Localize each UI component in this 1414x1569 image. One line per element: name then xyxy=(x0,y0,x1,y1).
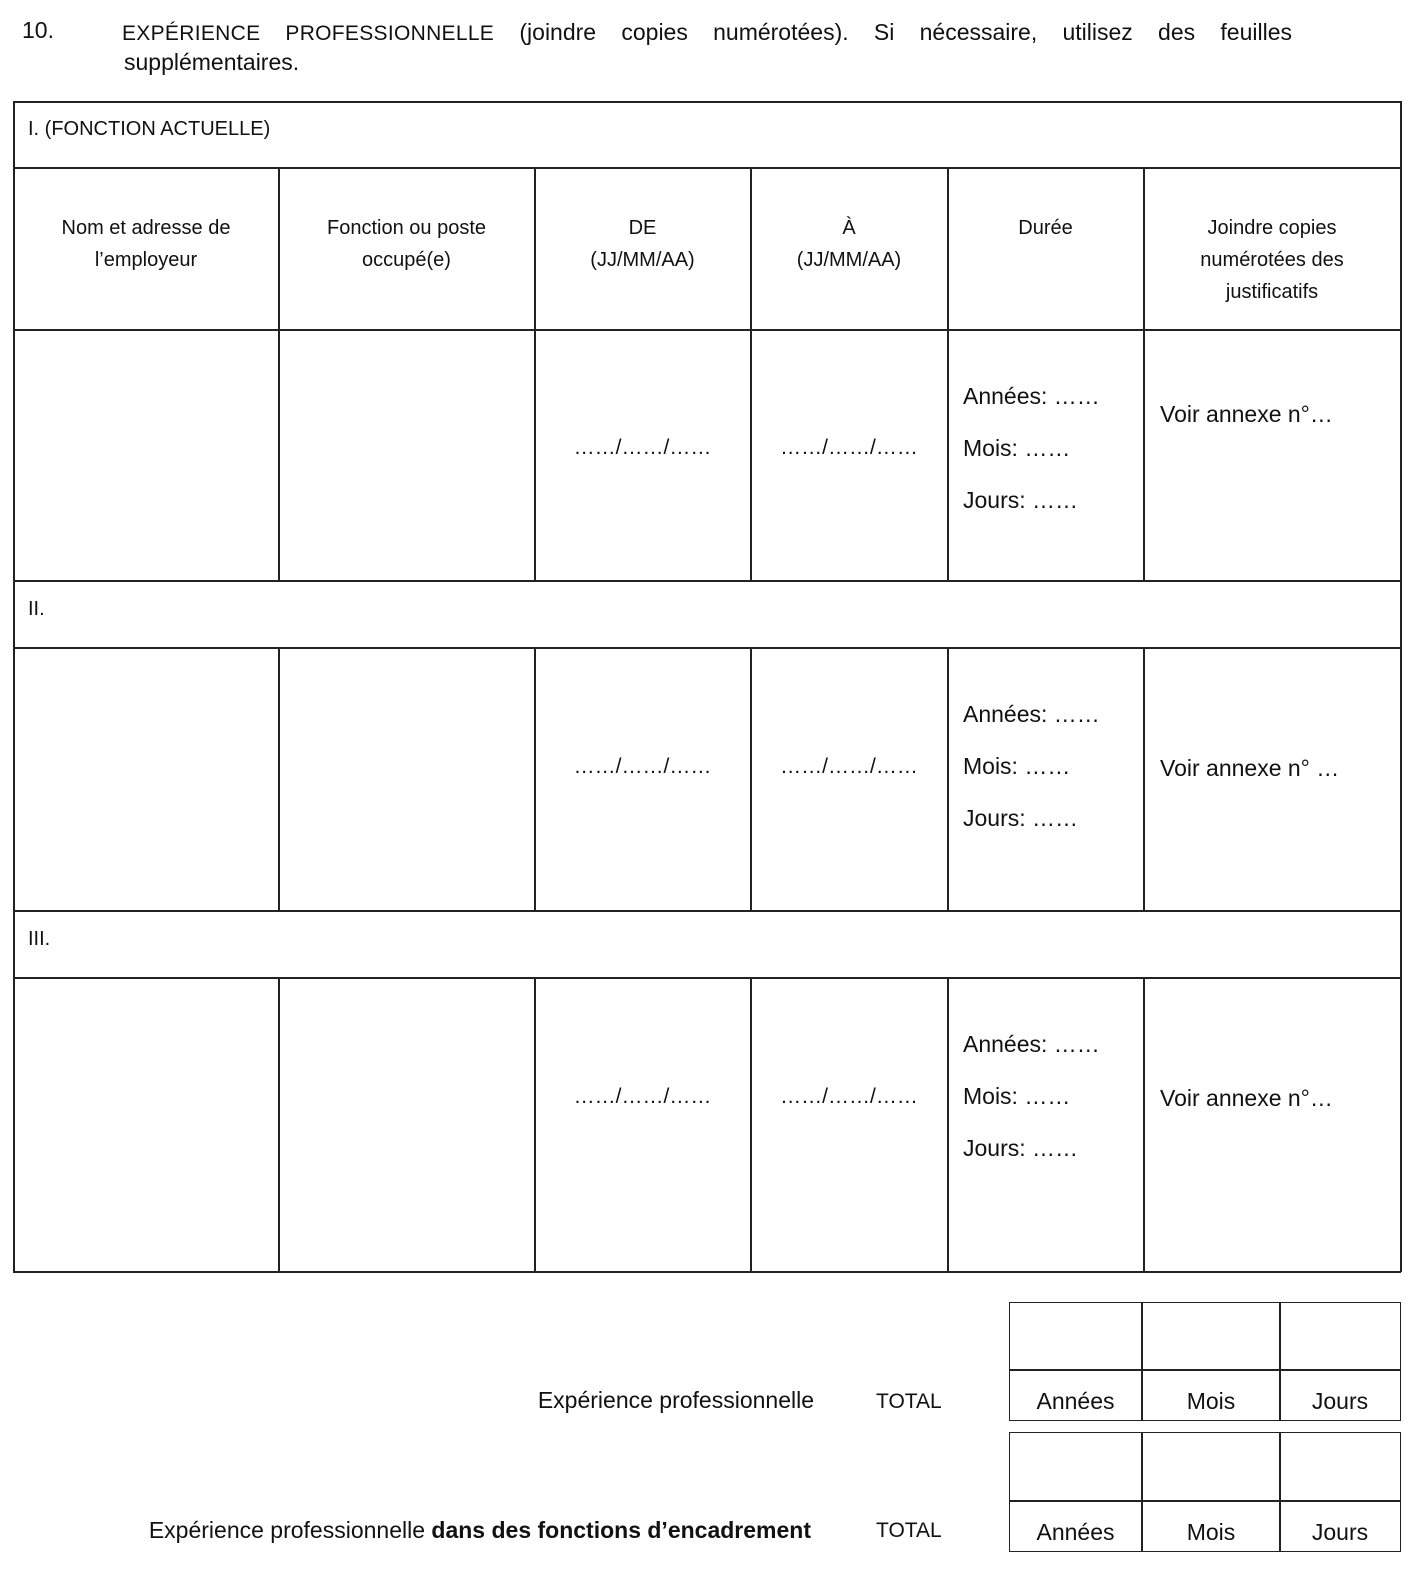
section-label-3: III. xyxy=(28,928,51,950)
section-title-rest: (joindre copies numérotées). Si nécessaire, utilisez des feuilles xyxy=(494,19,1293,45)
unit-months-label: Mois xyxy=(1186,1388,1236,1414)
col-header-attachments-line2: numérotées des xyxy=(1200,249,1344,271)
duration-days[interactable]: Jours: …… xyxy=(963,487,1079,513)
unit-years-label: Années xyxy=(1036,1388,1115,1414)
total-months-input[interactable] xyxy=(1143,1303,1279,1369)
total-word: TOTAL xyxy=(876,1390,942,1413)
total-days-input[interactable] xyxy=(1281,1433,1399,1500)
col-header-attachments-line1: Joindre copies xyxy=(1207,217,1337,239)
duration-block xyxy=(963,688,1100,844)
date-to-field[interactable]: ……/……/…… xyxy=(780,436,918,459)
duration-years[interactable]: Années: …… xyxy=(963,1031,1100,1057)
section-label-1: I. (FONCTION ACTUELLE) xyxy=(28,118,271,140)
total-years-input[interactable] xyxy=(1010,1433,1141,1500)
unit-days-label: Jours xyxy=(1311,1388,1369,1414)
section-title xyxy=(122,17,1292,49)
total-experience-label xyxy=(538,1387,814,1414)
duration-block xyxy=(963,1018,1100,1174)
annex-reference[interactable]: Voir annexe n°… xyxy=(1160,401,1333,427)
col-header-to xyxy=(751,212,947,292)
total-months-input[interactable] xyxy=(1143,1433,1279,1500)
section-label-2: II. xyxy=(28,598,45,620)
col-header-attachments-line3: justificatifs xyxy=(1225,281,1319,303)
duration-days[interactable]: Jours: …… xyxy=(963,805,1079,831)
col-header-duration: Durée xyxy=(1018,217,1073,239)
duration-years[interactable]: Années: …… xyxy=(963,701,1100,727)
duration-months[interactable]: Mois: …… xyxy=(963,435,1071,461)
col-header-to-line2: (JJ/MM/AA) xyxy=(796,249,902,271)
col-header-from-line2: (JJ/MM/AA) xyxy=(590,249,695,271)
section-title-caps: EXPÉRIENCE PROFESSIONNELLE xyxy=(122,22,495,45)
col-header-function xyxy=(279,212,534,276)
unit-days-label: Jours xyxy=(1311,1519,1369,1545)
total-experience-label-text: Expérience professionnelle xyxy=(537,1387,814,1413)
date-from-field[interactable]: ……/……/…… xyxy=(573,1085,712,1108)
date-to-field[interactable]: ……/……/…… xyxy=(780,1085,918,1108)
col-header-employer-line1: Nom et adresse de xyxy=(61,217,231,239)
duration-days[interactable]: Jours: …… xyxy=(963,1135,1079,1161)
unit-years-label: Années xyxy=(1036,1519,1115,1545)
total-word: TOTAL xyxy=(876,1519,942,1542)
col-header-from xyxy=(535,212,750,292)
col-header-employer xyxy=(14,212,278,276)
col-header-from-line1: DE xyxy=(628,217,657,239)
section-title-line2: supplémentaires. xyxy=(124,49,300,75)
annex-reference[interactable]: Voir annexe n° … xyxy=(1160,755,1340,781)
duration-block xyxy=(963,370,1100,526)
total-management-experience-label xyxy=(149,1517,811,1544)
total-management-label-plain: Expérience professionnelle xyxy=(148,1517,432,1543)
col-header-function-line1: Fonction ou poste xyxy=(327,217,486,239)
duration-months[interactable]: Mois: …… xyxy=(963,1083,1071,1109)
col-header-employer-line2: l’employeur xyxy=(94,249,198,271)
section-number: 10. xyxy=(22,17,54,43)
date-from-field[interactable]: ……/……/…… xyxy=(573,436,712,459)
col-header-to-line1: À xyxy=(842,217,856,239)
duration-years[interactable]: Années: …… xyxy=(963,383,1100,409)
duration-months[interactable]: Mois: …… xyxy=(963,753,1071,779)
date-from-field[interactable]: ……/……/…… xyxy=(573,755,712,778)
col-header-function-line2: occupé(e) xyxy=(362,249,451,271)
date-to-field[interactable]: ……/……/…… xyxy=(780,755,918,778)
col-header-attachments xyxy=(1144,212,1400,308)
total-days-input[interactable] xyxy=(1281,1303,1399,1369)
annex-reference[interactable]: Voir annexe n°… xyxy=(1160,1085,1333,1111)
total-years-input[interactable] xyxy=(1010,1303,1141,1369)
unit-months-label: Mois xyxy=(1186,1519,1236,1545)
total-management-label-bold: dans des fonctions d’encadrement xyxy=(431,1517,811,1543)
